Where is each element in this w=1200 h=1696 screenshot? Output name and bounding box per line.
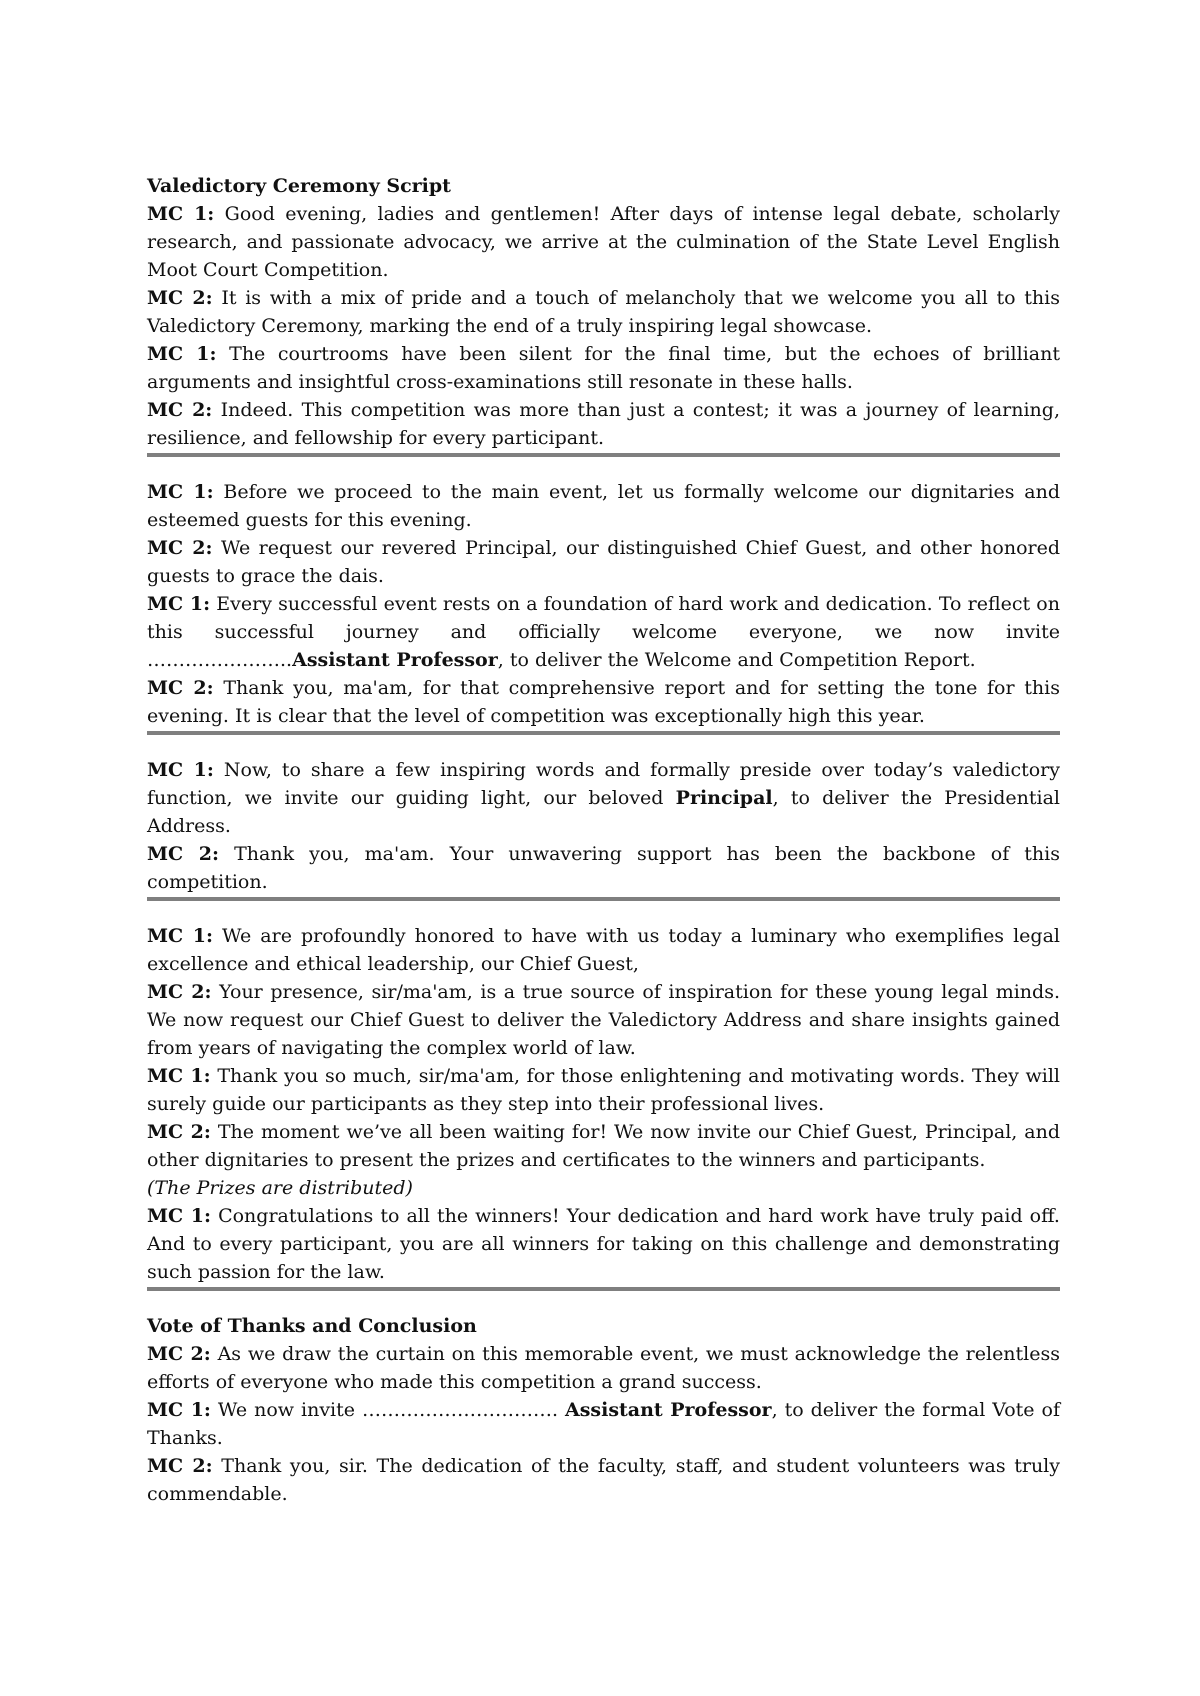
section-welcome — [147, 478, 1060, 730]
speaker-label: MC 2: — [147, 843, 220, 865]
section-divider — [147, 731, 1060, 735]
dialogue-text: Every successful event rests on a foundation of hard work and dedication. To reflect on this successful journey and officially welcome everyone, we now invite ………………….. — [147, 593, 1060, 671]
role-highlight: Principal — [675, 787, 773, 809]
dialogue-text: We are profoundly honored to have with us today a luminary who exemplifies legal excellence and ethical leadership, our Chief Guest, — [147, 925, 1060, 975]
dialogue-line — [147, 1396, 1060, 1452]
role-highlight: Assistant Professor — [292, 649, 498, 671]
stage-direction: (The Prizes are distributed) — [147, 1177, 413, 1199]
dialogue-text: Indeed. This competition was more than just a contest; it was a journey of learning, resilience, and fellowship for every participant. — [147, 399, 1060, 449]
dialogue-text: As we draw the curtain on this memorable event, we must acknowledge the relentless efforts of everyone who made this competition a grand success. — [147, 1343, 1061, 1393]
dialogue-text: Your presence, sir/ma'am, is a true source of inspiration for these young legal minds. We now request our Chief Guest to deliver the Valedictory Address and share insights gained from years of navigating the complex world of law. — [147, 981, 1060, 1059]
dialogue-line — [147, 1452, 1060, 1508]
dialogue-text: Good evening, ladies and gentlemen! After days of intense legal debate, scholarly research, and passionate advocacy, we arrive at the culmination of the State Level English Moot Court Competition. — [147, 203, 1060, 281]
dialogue-line — [147, 478, 1060, 534]
dialogue-line — [147, 756, 1060, 840]
dialogue-text: , to deliver the Welcome and Competition Report. — [497, 649, 976, 671]
speaker-label: MC 2: — [147, 399, 213, 421]
dialogue-line — [147, 1118, 1060, 1174]
role-highlight: Assistant Professor — [564, 1399, 772, 1421]
dialogue-line — [147, 396, 1060, 452]
dialogue-line — [147, 534, 1060, 590]
speaker-label: MC 2: — [147, 537, 213, 559]
speaker-label: MC 2: — [147, 1121, 211, 1143]
dialogue-text: Before we proceed to the main event, let us formally welcome our dignitaries and esteemed guests for this evening. — [147, 481, 1060, 531]
dialogue-text: , to deliver the Presidential Address. — [147, 787, 1060, 837]
speaker-label: MC 1: — [147, 925, 213, 947]
section-presidential — [147, 756, 1060, 896]
speaker-label: MC 2: — [147, 1455, 213, 1477]
dialogue-text: Thank you so much, sir/ma'am, for those enlightening and motivating words. They will surely guide our participants as they step into their professional lives. — [147, 1065, 1060, 1115]
document-title: Valedictory Ceremony Script — [147, 175, 451, 197]
speaker-label: MC 1: — [147, 343, 217, 365]
dialogue-text: Thank you, ma'am, for that comprehensive report and for setting the tone for this evening. It is clear that the level of competition was exceptionally high this year. — [147, 677, 1060, 727]
dialogue-text: Now, to share a few inspiring words and formally preside over today’s valedictory function, we invite our guiding light, our beloved — [147, 759, 1060, 809]
speaker-label: MC 2: — [147, 981, 212, 1003]
section-opening — [147, 200, 1060, 452]
section-divider — [147, 1287, 1060, 1291]
speaker-label: MC 2: — [147, 677, 214, 699]
dialogue-text: Thank you, sir. The dedication of the faculty, staff, and student volunteers was truly commendable. — [147, 1455, 1060, 1505]
speaker-label: MC 2: — [147, 287, 213, 309]
section-vote-of-thanks — [147, 1312, 1060, 1508]
dialogue-line — [147, 590, 1060, 674]
speaker-label: MC 1: — [147, 203, 215, 225]
dialogue-text: Congratulations to all the winners! Your dedication and hard work have truly paid off. And to every participant, you are all winners for taking on this challenge and demonstrating such passion for the law. — [147, 1205, 1060, 1283]
dialogue-text: The moment we’ve all been waiting for! We now invite our Chief Guest, Principal, and other dignitaries to present the prizes and certificates to the winners and participants. — [147, 1121, 1060, 1171]
dialogue-line — [147, 978, 1060, 1062]
dialogue-text: We now invite …………………………. — [217, 1399, 565, 1421]
speaker-label: MC 1: — [147, 1065, 211, 1087]
dialogue-text: Thank you, ma'am. Your unwavering support has been the backbone of this competition. — [147, 843, 1060, 893]
dialogue-line — [147, 284, 1060, 340]
script-page — [147, 172, 1060, 1508]
dialogue-line — [147, 674, 1060, 730]
speaker-label: MC 2: — [147, 1343, 211, 1365]
speaker-label: MC 1: — [147, 593, 211, 615]
speaker-label: MC 1: — [147, 759, 214, 781]
dialogue-line — [147, 1062, 1060, 1118]
dialogue-text: The courtrooms have been silent for the final time, but the echoes of brilliant arguments and insightful cross-examinations still resonate in these halls. — [147, 343, 1060, 393]
speaker-label: MC 1: — [147, 1399, 211, 1421]
section-divider — [147, 453, 1060, 457]
dialogue-text: , to deliver the formal Vote of Thanks. — [147, 1399, 1060, 1449]
speaker-label: MC 1: — [147, 481, 214, 503]
section-chief-guest — [147, 922, 1060, 1286]
dialogue-text: It is with a mix of pride and a touch of melancholy that we welcome you all to this Valedictory Ceremony, marking the end of a truly inspiring legal showcase. — [147, 287, 1060, 337]
dialogue-line — [147, 840, 1060, 896]
section-heading: Vote of Thanks and Conclusion — [147, 1315, 477, 1337]
dialogue-line — [147, 1202, 1060, 1286]
speaker-label: MC 1: — [147, 1205, 212, 1227]
dialogue-line — [147, 200, 1060, 284]
dialogue-line — [147, 340, 1060, 396]
dialogue-line — [147, 1340, 1060, 1396]
dialogue-line — [147, 922, 1060, 978]
dialogue-text: We request our revered Principal, our distinguished Chief Guest, and other honored guests to grace the dais. — [147, 537, 1060, 587]
section-divider — [147, 897, 1060, 901]
